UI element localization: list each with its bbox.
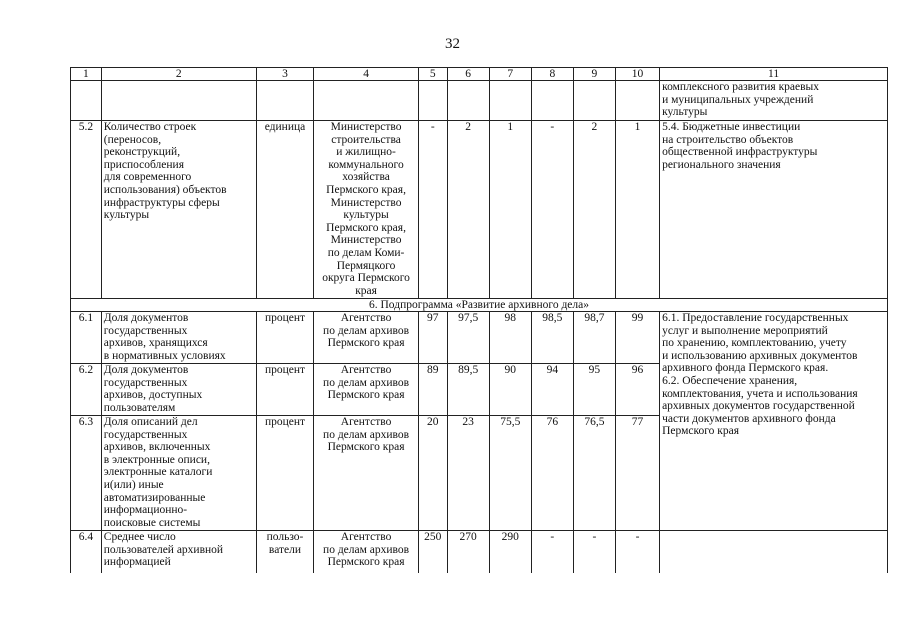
value-col6: 97,5 xyxy=(447,312,489,364)
header-cell: 9 xyxy=(573,68,615,81)
value-col6: 89,5 xyxy=(447,364,489,416)
page-number: 32 xyxy=(445,36,460,52)
continuation-row xyxy=(71,81,888,121)
value-col6: 270 xyxy=(447,531,489,573)
value-col7: 90 xyxy=(489,364,531,416)
header-cell: 4 xyxy=(314,68,419,81)
value-col5: 20 xyxy=(418,416,447,531)
value-col8: - xyxy=(531,531,573,573)
row-number: 6.1 xyxy=(71,312,102,364)
measures-text: 5.4. Бюджетные инвестиции на строительство объектов общественной инфраструктуры регионального значения xyxy=(660,121,888,299)
header-cell: 10 xyxy=(615,68,659,81)
header-row xyxy=(71,68,888,81)
indicator-name: Доля документов государственных архивов, доступных пользователям xyxy=(101,364,256,416)
value-col9: - xyxy=(573,531,615,573)
value-col10: 1 xyxy=(615,121,659,299)
measures-text-empty xyxy=(660,531,888,573)
value-col7: 98 xyxy=(489,312,531,364)
value-col6: 2 xyxy=(447,121,489,299)
value-col5: 97 xyxy=(418,312,447,364)
responsible-agency: Агентство по делам архивов Пермского края xyxy=(314,531,419,573)
value-col10: 99 xyxy=(615,312,659,364)
responsible-agency: Министерство строительства и жилищно- коммунального хозяйства Пермского края, Министерство культуры Пермского края, Министерство по делам Коми- Пермяцкого округа Пермского края xyxy=(314,121,419,299)
header-cell: 2 xyxy=(101,68,256,81)
section-row xyxy=(71,299,888,312)
section-title: 6. Подпрограмма «Развитие архивного дела» xyxy=(71,299,888,312)
value-col5: - xyxy=(418,121,447,299)
value-col5: 250 xyxy=(418,531,447,573)
row-number: 6.3 xyxy=(71,416,102,531)
unit: единица xyxy=(256,121,313,299)
row-number: 5.2 xyxy=(71,121,102,299)
header-cell: 11 xyxy=(660,68,888,81)
responsible-agency: Агентство по делам архивов Пермского края xyxy=(314,312,419,364)
unit: процент xyxy=(256,364,313,416)
row-number: 6.2 xyxy=(71,364,102,416)
value-col8: - xyxy=(531,121,573,299)
indicators-table xyxy=(70,67,888,573)
table-row xyxy=(71,531,888,573)
value-col7: 75,5 xyxy=(489,416,531,531)
header-cell: 5 xyxy=(418,68,447,81)
value-col9: 98,7 xyxy=(573,312,615,364)
value-col10: 77 xyxy=(615,416,659,531)
header-cell: 3 xyxy=(256,68,313,81)
table-row xyxy=(71,312,888,364)
value-col8: 94 xyxy=(531,364,573,416)
value-col8: 76 xyxy=(531,416,573,531)
value-col6: 23 xyxy=(447,416,489,531)
value-col9: 95 xyxy=(573,364,615,416)
value-col7: 1 xyxy=(489,121,531,299)
continuation-text: комплексного развития краевых и муниципальных учреждений культуры xyxy=(660,81,888,121)
row-number: 6.4 xyxy=(71,531,102,573)
indicator-name: Доля документов государственных архивов, хранящихся в нормативных условиях xyxy=(101,312,256,364)
unit: пользо- ватели xyxy=(256,531,313,573)
responsible-agency: Агентство по делам архивов Пермского края xyxy=(314,416,419,531)
table-row xyxy=(71,121,888,299)
indicator-name: Доля описаний дел государственных архивов, включенных в электронные описи, электронные каталоги и(или) иные автоматизированные информационно- поисковые системы xyxy=(101,416,256,531)
value-col9: 2 xyxy=(573,121,615,299)
value-col7: 290 xyxy=(489,531,531,573)
indicator-name: Среднее число пользователей архивной информацией xyxy=(101,531,256,573)
header-cell: 6 xyxy=(447,68,489,81)
header-cell: 8 xyxy=(531,68,573,81)
value-col8: 98,5 xyxy=(531,312,573,364)
measures-text: 6.1. Предоставление государственных услуг и выполнение мероприятий по хранению, комплектованию, учету и использованию архивных документов архивного фонда Пермского края. 6.2. Обеспечение хранения, комплектования, учета и использования архивных документов государственной части документов архивного фонда Пермского края xyxy=(660,312,888,531)
unit: процент xyxy=(256,312,313,364)
value-col10: - xyxy=(615,531,659,573)
header-cell: 7 xyxy=(489,68,531,81)
responsible-agency: Агентство по делам архивов Пермского края xyxy=(314,364,419,416)
header-cell: 1 xyxy=(71,68,102,81)
value-col10: 96 xyxy=(615,364,659,416)
value-col9: 76,5 xyxy=(573,416,615,531)
value-col5: 89 xyxy=(418,364,447,416)
unit: процент xyxy=(256,416,313,531)
indicator-name: Количество строек (переносов, реконструкций, приспособления для современного использования) объектов инфраструктуры сферы культуры xyxy=(101,121,256,299)
